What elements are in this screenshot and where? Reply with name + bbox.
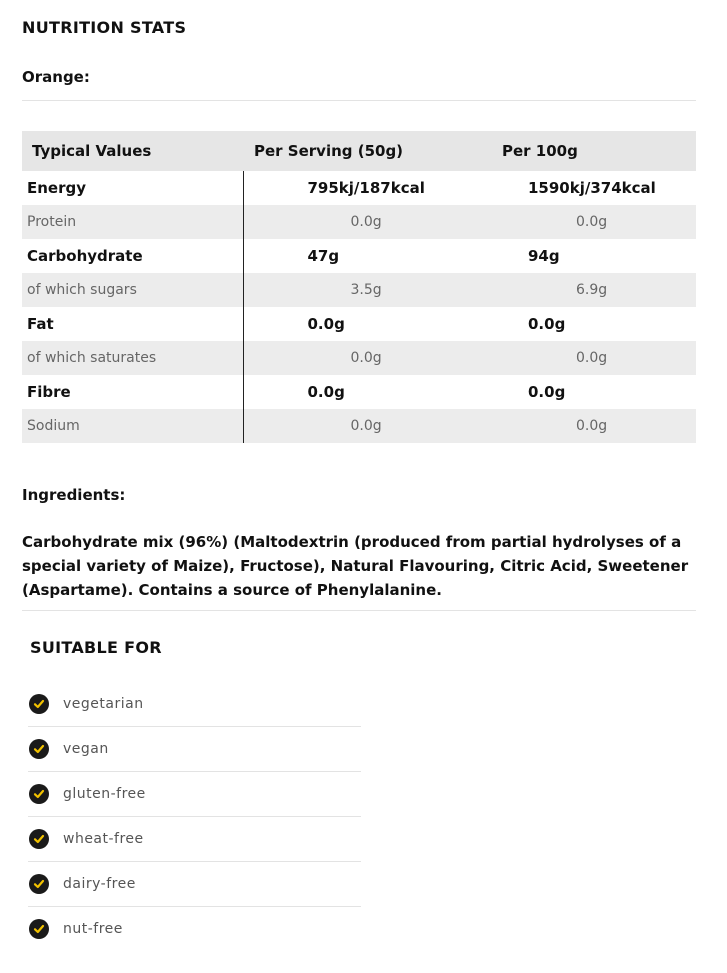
- suitable-for-title: SUITABLE FOR: [30, 638, 162, 657]
- check-circle-icon: [29, 874, 49, 894]
- nutrient-label: Fat: [22, 307, 243, 341]
- column-header: Per 100g: [470, 131, 696, 171]
- suitable-item: [28, 907, 361, 951]
- variant-title: Orange:: [22, 68, 90, 86]
- suitable-item: [28, 682, 361, 727]
- per-serving-value: 795kj/187kcal: [307, 179, 425, 197]
- suitable-item-label: wheat-free: [63, 831, 144, 847]
- per-100g-value: 6.9g: [470, 273, 696, 307]
- table-row: [22, 375, 696, 409]
- table-row: [22, 341, 696, 375]
- per-100g-value: 1590kj/374kcal: [528, 179, 656, 197]
- per-serving-value: 3.5g: [243, 273, 470, 307]
- per-serving-value: 47g: [307, 247, 340, 265]
- per-serving-value: 0.0g: [243, 205, 470, 239]
- suitable-item-label: dairy-free: [63, 876, 136, 892]
- table-row: [22, 307, 696, 341]
- per-serving-value: 0.0g: [243, 341, 470, 375]
- table-row: [22, 171, 696, 205]
- per-100g-value: 0.0g: [470, 409, 696, 443]
- table-row: [22, 205, 696, 239]
- suitable-for-list: [28, 682, 361, 951]
- ingredients-title: Ingredients:: [22, 486, 126, 504]
- nutrient-label: Fibre: [22, 375, 243, 409]
- suitable-item: [28, 862, 361, 907]
- suitable-item-label: nut-free: [63, 921, 123, 937]
- table-header-row: [22, 131, 696, 171]
- per-100g-value: 0.0g: [528, 383, 566, 401]
- check-circle-icon: [29, 694, 49, 714]
- section-title: NUTRITION STATS: [22, 18, 187, 37]
- check-circle-icon: [29, 784, 49, 804]
- suitable-item: [28, 772, 361, 817]
- nutrition-table: [22, 131, 697, 443]
- per-serving-value: 0.0g: [243, 409, 470, 443]
- divider: [22, 100, 696, 101]
- column-header: Per Serving (50g): [243, 131, 470, 171]
- per-serving-value: 0.0g: [307, 383, 345, 401]
- per-100g-value: 0.0g: [470, 205, 696, 239]
- divider: [22, 610, 696, 611]
- check-circle-icon: [29, 829, 49, 849]
- per-serving-value: 0.0g: [307, 315, 345, 333]
- suitable-item: [28, 817, 361, 862]
- nutrient-label: of which sugars: [22, 273, 243, 307]
- nutrient-label: Sodium: [22, 409, 243, 443]
- column-header: Typical Values: [22, 131, 243, 171]
- per-100g-value: 0.0g: [470, 341, 696, 375]
- table-row: [22, 409, 696, 443]
- nutrient-label: Protein: [22, 205, 243, 239]
- ingredients-text: Carbohydrate mix (96%) (Maltodextrin (produced from partial hydrolyses of a special variety of Maize), Fructose), Natural Flavouring, Citric Acid, Sweetener (Aspartame). Contains a source of Phenylalanine.: [22, 533, 689, 599]
- suitable-item-label: vegetarian: [63, 696, 144, 712]
- suitable-item-label: gluten-free: [63, 786, 146, 802]
- check-circle-icon: [29, 739, 49, 759]
- suitable-item: [28, 727, 361, 772]
- nutrient-label: Energy: [22, 171, 243, 205]
- nutrient-label: Carbohydrate: [22, 239, 243, 273]
- per-100g-value: 0.0g: [528, 315, 566, 333]
- table-row: [22, 273, 696, 307]
- check-circle-icon: [29, 919, 49, 939]
- table-row: [22, 239, 696, 273]
- nutrient-label: of which saturates: [22, 341, 243, 375]
- suitable-item-label: vegan: [63, 741, 109, 757]
- per-100g-value: 94g: [528, 247, 560, 265]
